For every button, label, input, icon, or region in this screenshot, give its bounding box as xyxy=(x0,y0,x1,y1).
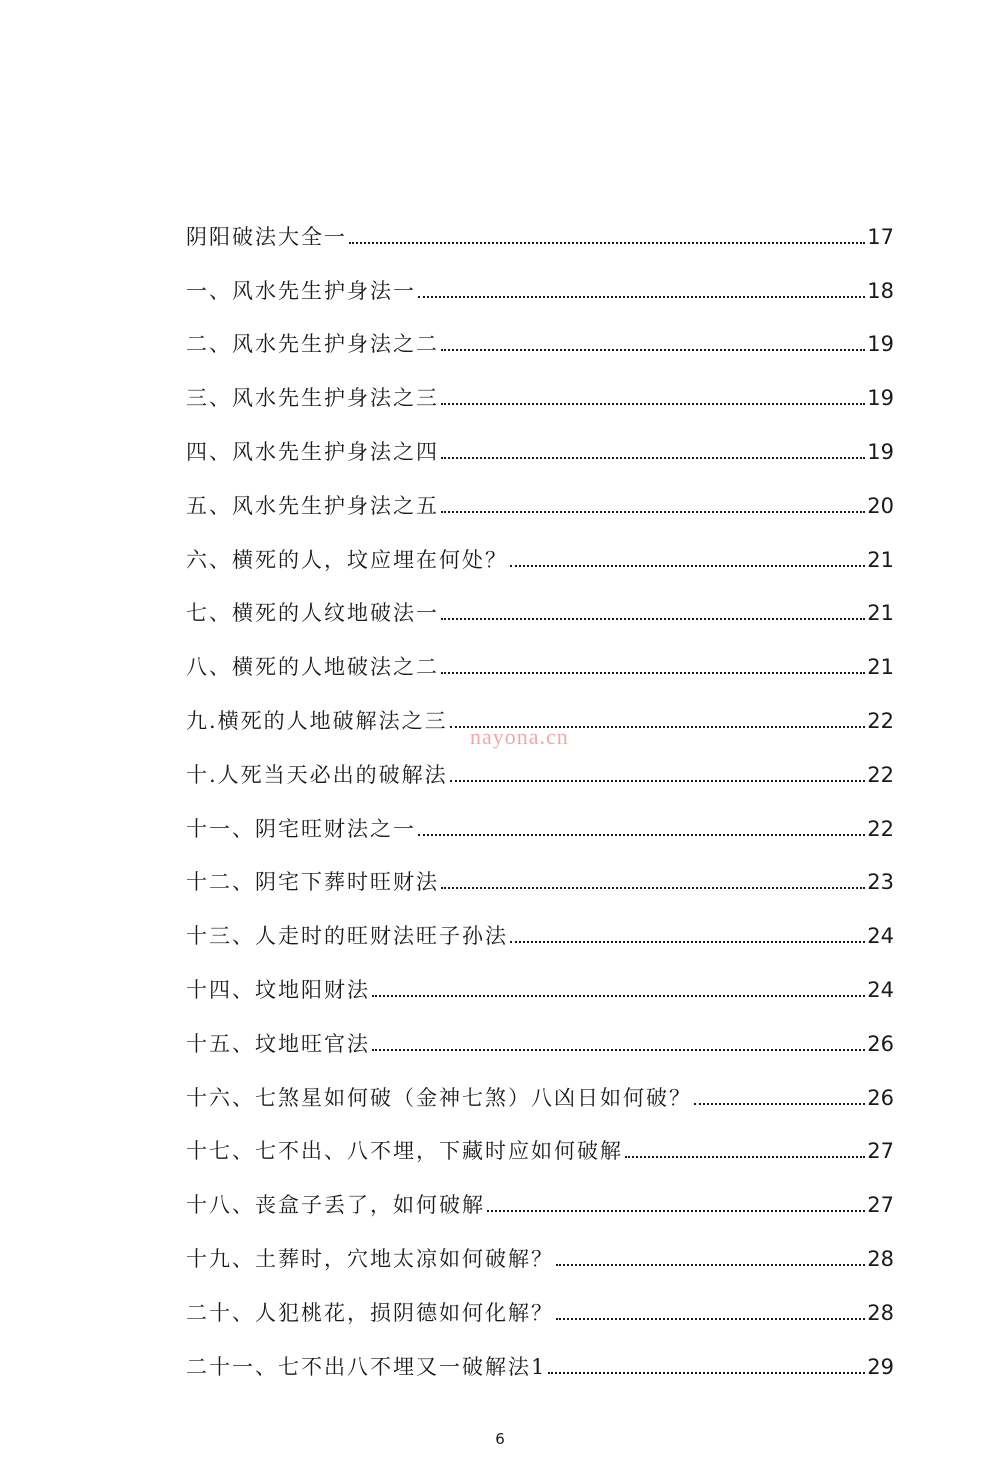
toc-dot-leader xyxy=(694,1103,865,1105)
toc-entry-page: 28 xyxy=(867,1246,894,1271)
toc-entry[interactable] xyxy=(186,1111,894,1165)
toc-entry[interactable] xyxy=(186,250,894,304)
toc-entry[interactable] xyxy=(186,1003,894,1057)
toc-entry[interactable] xyxy=(186,357,894,411)
toc-entry-title: 十一、阴宅旺财法之一 xyxy=(186,816,416,841)
toc-entry-title: 十八、丧盒子丢了，如何破解 xyxy=(186,1193,485,1218)
toc-entry-title: 十四、坟地阳财法 xyxy=(186,977,370,1002)
toc-entry-page: 22 xyxy=(867,762,894,787)
toc-entry[interactable] xyxy=(186,304,894,358)
toc-dot-leader xyxy=(510,565,865,567)
toc-entry-page: 21 xyxy=(867,547,894,572)
toc-entry[interactable] xyxy=(186,788,894,842)
toc-entry-title: 十九、土葬时，穴地太凉如何破解？ xyxy=(186,1246,554,1271)
toc-entry-title: 九.横死的人地破解法之三 xyxy=(186,708,448,733)
toc-entry-title: 二、风水先生护身法之二 xyxy=(186,332,439,357)
toc-entry-page: 21 xyxy=(867,655,894,680)
toc-entry-page: 19 xyxy=(867,439,894,464)
toc-entry-page: 22 xyxy=(867,708,894,733)
toc-entry-page: 28 xyxy=(867,1300,894,1325)
toc-dot-leader xyxy=(625,1156,865,1158)
toc-entry[interactable] xyxy=(186,1218,894,1272)
toc-entry-title: 八、横死的人地破法之二 xyxy=(186,655,439,680)
toc-entry-page: 24 xyxy=(867,977,894,1002)
toc-entry[interactable] xyxy=(186,949,894,1003)
toc-entry-page: 19 xyxy=(867,332,894,357)
toc-dot-leader xyxy=(556,1264,865,1266)
toc-dot-leader xyxy=(556,1318,865,1320)
toc-entry[interactable] xyxy=(186,411,894,465)
toc-entry[interactable] xyxy=(186,1272,894,1326)
toc-entry[interactable] xyxy=(186,626,894,680)
toc-dot-leader xyxy=(441,457,865,459)
toc-dot-leader xyxy=(441,887,865,889)
toc-dot-leader xyxy=(441,672,865,674)
toc-dot-leader xyxy=(548,1372,865,1374)
toc-entry-page: 29 xyxy=(867,1354,894,1379)
toc-dot-leader xyxy=(441,349,865,351)
toc-entry-page: 24 xyxy=(867,924,894,949)
toc-entry[interactable] xyxy=(186,1057,894,1111)
toc-entry[interactable] xyxy=(186,895,894,949)
toc-entry[interactable] xyxy=(186,1164,894,1218)
toc-entry-title: 一、风水先生护身法一 xyxy=(186,278,416,303)
toc-entry-title: 二十一、七不出八不埋又一破解法1 xyxy=(186,1354,547,1379)
toc-entry-page: 26 xyxy=(867,1085,894,1110)
toc-dot-leader xyxy=(510,941,865,943)
toc-entry-page: 27 xyxy=(867,1139,894,1164)
toc-entry-page: 17 xyxy=(867,224,894,249)
toc-entry[interactable] xyxy=(186,465,894,519)
toc-entry-title: 十五、坟地旺官法 xyxy=(186,1031,370,1056)
toc-entry-title: 三、风水先生护身法之三 xyxy=(186,386,439,411)
toc-entry[interactable] xyxy=(186,196,894,250)
toc-entry[interactable] xyxy=(186,519,894,573)
toc-entry[interactable] xyxy=(186,842,894,896)
toc-dot-leader xyxy=(450,780,866,782)
toc-entry-page: 19 xyxy=(867,386,894,411)
toc-entry[interactable] xyxy=(186,1326,894,1380)
toc-entry-page: 21 xyxy=(867,601,894,626)
toc-entry-title: 十二、阴宅下葬时旺财法 xyxy=(186,870,439,895)
toc-entry-page: 27 xyxy=(867,1193,894,1218)
toc-dot-leader xyxy=(372,1049,865,1051)
toc-dot-leader xyxy=(349,242,865,244)
toc-dot-leader xyxy=(441,618,865,620)
toc-dot-leader xyxy=(441,403,865,405)
toc-entry-page: 26 xyxy=(867,1031,894,1056)
toc-entry-title: 十三、人走时的旺财法旺子孙法 xyxy=(186,924,508,949)
toc-dot-leader xyxy=(441,511,865,513)
toc-entry-title: 二十、人犯桃花，损阴德如何化解？ xyxy=(186,1300,554,1325)
toc-dot-leader xyxy=(487,1210,865,1212)
toc-entry[interactable] xyxy=(186,573,894,627)
watermark-text: nayona.cn xyxy=(470,724,569,749)
toc-entry-title: 四、风水先生护身法之四 xyxy=(186,439,439,464)
toc-entry-page: 18 xyxy=(867,278,894,303)
toc-dot-leader xyxy=(418,834,865,836)
toc-entry-page: 22 xyxy=(867,816,894,841)
toc-entry-title: 十六、七煞星如何破（金神七煞）八凶日如何破？ xyxy=(186,1085,692,1110)
toc-entry-title: 阴阳破法大全一 xyxy=(186,224,347,249)
toc-entry-page: 23 xyxy=(867,870,894,895)
toc-entry-title: 六、横死的人，坟应埋在何处？ xyxy=(186,547,508,572)
toc-entry-title: 十七、七不出、八不埋，下藏时应如何破解 xyxy=(186,1139,623,1164)
toc-entry-page: 20 xyxy=(867,493,894,518)
toc-dot-leader xyxy=(418,296,865,298)
table-of-contents xyxy=(186,196,894,1380)
toc-entry-title: 十.人死当天必出的破解法 xyxy=(186,762,448,787)
toc-dot-leader xyxy=(372,995,865,997)
toc-entry-title: 五、风水先生护身法之五 xyxy=(186,493,439,518)
page-number: 6 xyxy=(495,1430,505,1448)
toc-entry-title: 七、横死的人纹地破法一 xyxy=(186,601,439,626)
